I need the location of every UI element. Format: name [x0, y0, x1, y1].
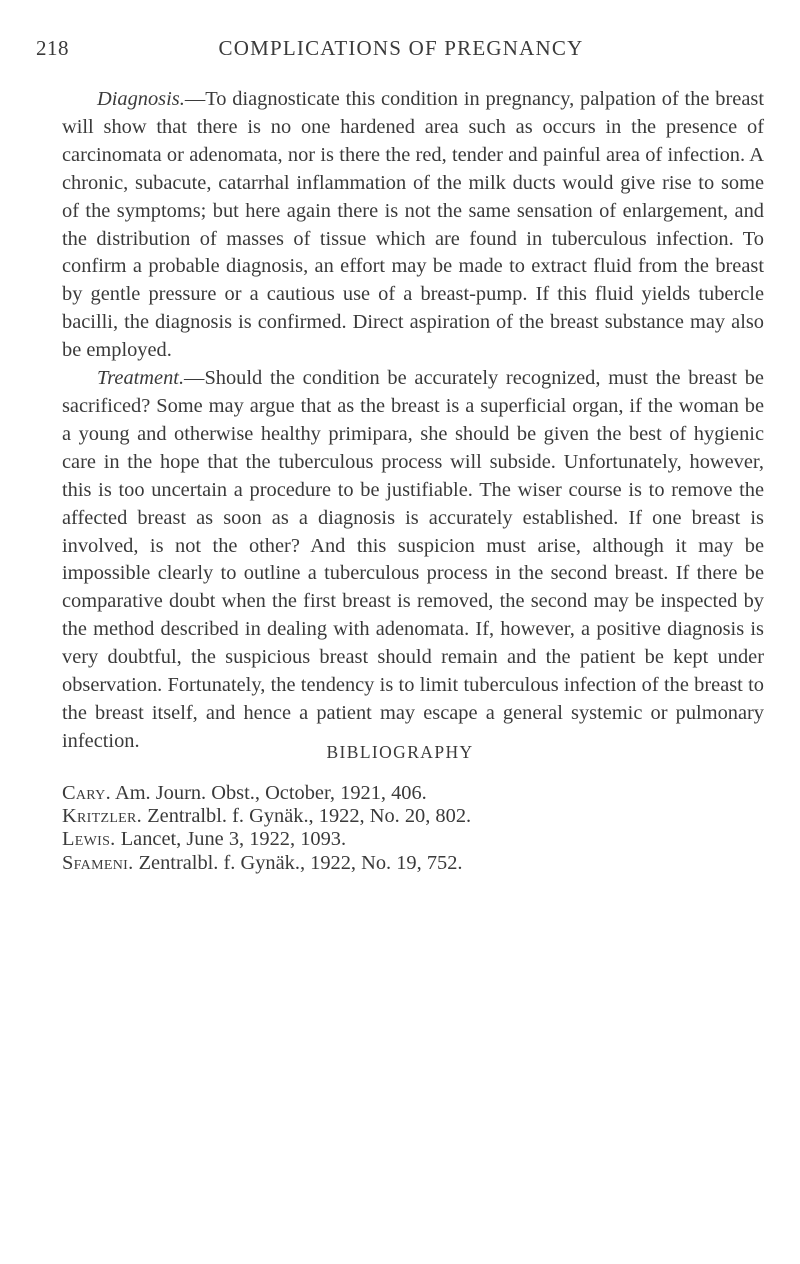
- bibliography-author: Lewis.: [62, 828, 116, 851]
- treatment-label: Treatment.: [97, 367, 185, 390]
- bibliography-citation: Lancet, June 3, 1922, 1093.: [120, 828, 347, 851]
- bibliography-entry: [62, 782, 762, 805]
- bibliography-entry: [62, 805, 762, 828]
- bibliography-list: [62, 782, 762, 875]
- page-header: [36, 36, 766, 66]
- bibliography-entry: [62, 828, 762, 851]
- treatment-text: —Should the condition be accurately recognized, must the breast be sacrificed? Some may argue that as the breast is a superficial organ, if the woman be a young and otherwise healthy primipara, she should be given the best of hygienic care in the hope that the tuberculous process will subside. Unfortunately, however, this is too uncertain a procedure to be justifiable. The wiser course is to remove the affected breast as soon as a diagnosis is accurately established. If one breast is involved, is not the other? And this suspicion must arise, although it may be impossible clearly to outline a tuberculous process in the second breast. If there be comparative doubt when the first breast is removed, the second may be inspected by the method described in dealing with adenomata. If, however, a positive diagnosis is very doubtful, the suspicious breast should remain and the patient be kept under observation. Fortunately, the tendency is to limit tuberculous infection of the breast to the breast itself, and hence a patient may escape a general systemic or pulmonary infection.: [62, 367, 764, 752]
- page-number: 218: [36, 36, 69, 60]
- bibliography-citation: Zentralbl. f. Gynäk., 1922, No. 20, 802.: [147, 805, 472, 828]
- treatment-paragraph: [62, 365, 764, 756]
- diagnosis-paragraph: [62, 86, 764, 365]
- body-text: [62, 86, 764, 756]
- bibliography-author: Cary.: [62, 782, 111, 804]
- running-title: COMPLICATIONS OF PREGNANCY: [218, 36, 584, 60]
- bibliography-citation: Am. Journ. Obst., October, 1921, 406.: [114, 782, 427, 804]
- diagnosis-label: Diagnosis.: [97, 88, 185, 110]
- bibliography-citation: Zentralbl. f. Gynäk., 1922, No. 19, 752.: [138, 851, 463, 874]
- diagnosis-text: —To diagnosticate this condition in pregnancy, palpation of the breast will show that there is no one hardened area such as occurs in the presence of carcinomata or adenomata, nor is there the red, tender and painful area of infection. A chronic, subacute, catarrhal inflammation of the milk ducts would give rise to some of the symptoms; but here again there is not the same sensation of enlargement, and the distribution of masses of tissue which are found in tuberculous infection. To confirm a probable diagnosis, an effort may be made to extract fluid from the breast by gentle pressure or a cautious use of a breast-pump. If this fluid yields tubercle bacilli, the diagnosis is confirmed. Direct aspiration of the breast substance may also be employed.: [62, 88, 764, 362]
- bibliography-author: Kritzler.: [62, 805, 143, 828]
- bibliography-entry: [62, 852, 762, 875]
- bibliography-author: Sfameni.: [62, 851, 134, 874]
- bibliography-heading: BIBLIOGRAPHY: [326, 742, 474, 762]
